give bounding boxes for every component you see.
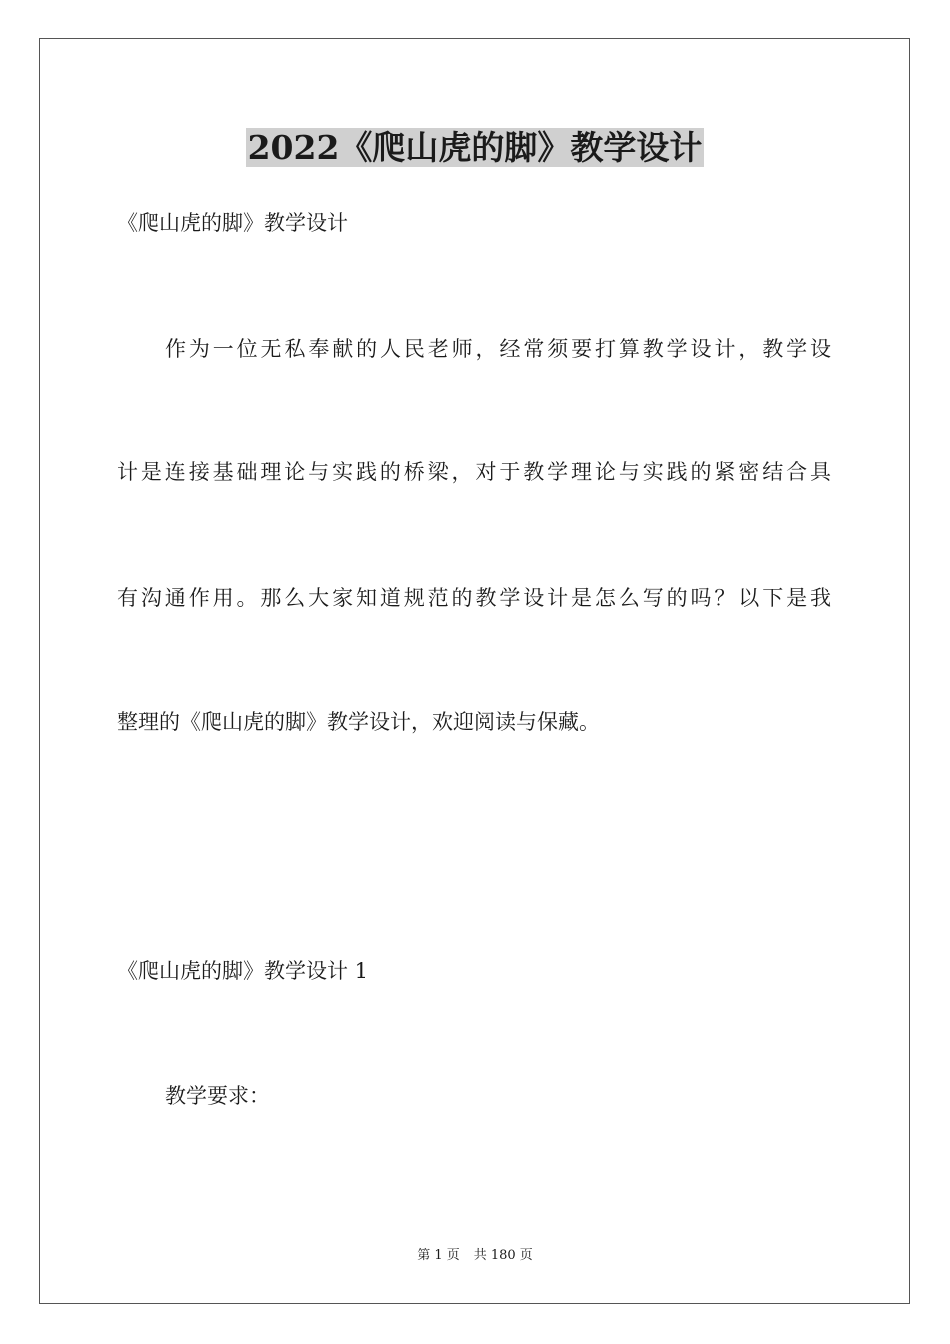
intro-line-1: 作为一位无私奉献的人民老师，经常须要打算教学设计，教学设 [165,337,831,361]
intro-line-4: 整理的《爬山虎的脚》教学设计，欢迎阅读与保藏。 [117,710,600,734]
page-number: 第 1 页 [417,1248,460,1263]
page-total: 共 180 页 [473,1248,533,1263]
page-footer [0,1247,950,1265]
document-subtitle: 《爬山虎的脚》教学设计 [117,211,348,235]
intro-line-3: 有沟通作用。那么大家知道规范的教学设计是怎么写的吗？以下是我 [117,586,831,610]
document-title-text: 2022《爬山虎的脚》教学设计 [247,128,703,167]
section-heading: 《爬山虎的脚》教学设计 1 [117,959,369,983]
intro-line-2: 计是连接基础理论与实践的桥梁，对于教学理论与实践的紧密结合具 [117,460,831,484]
document-title [0,126,950,170]
section-item: 教学要求： [165,1084,270,1108]
